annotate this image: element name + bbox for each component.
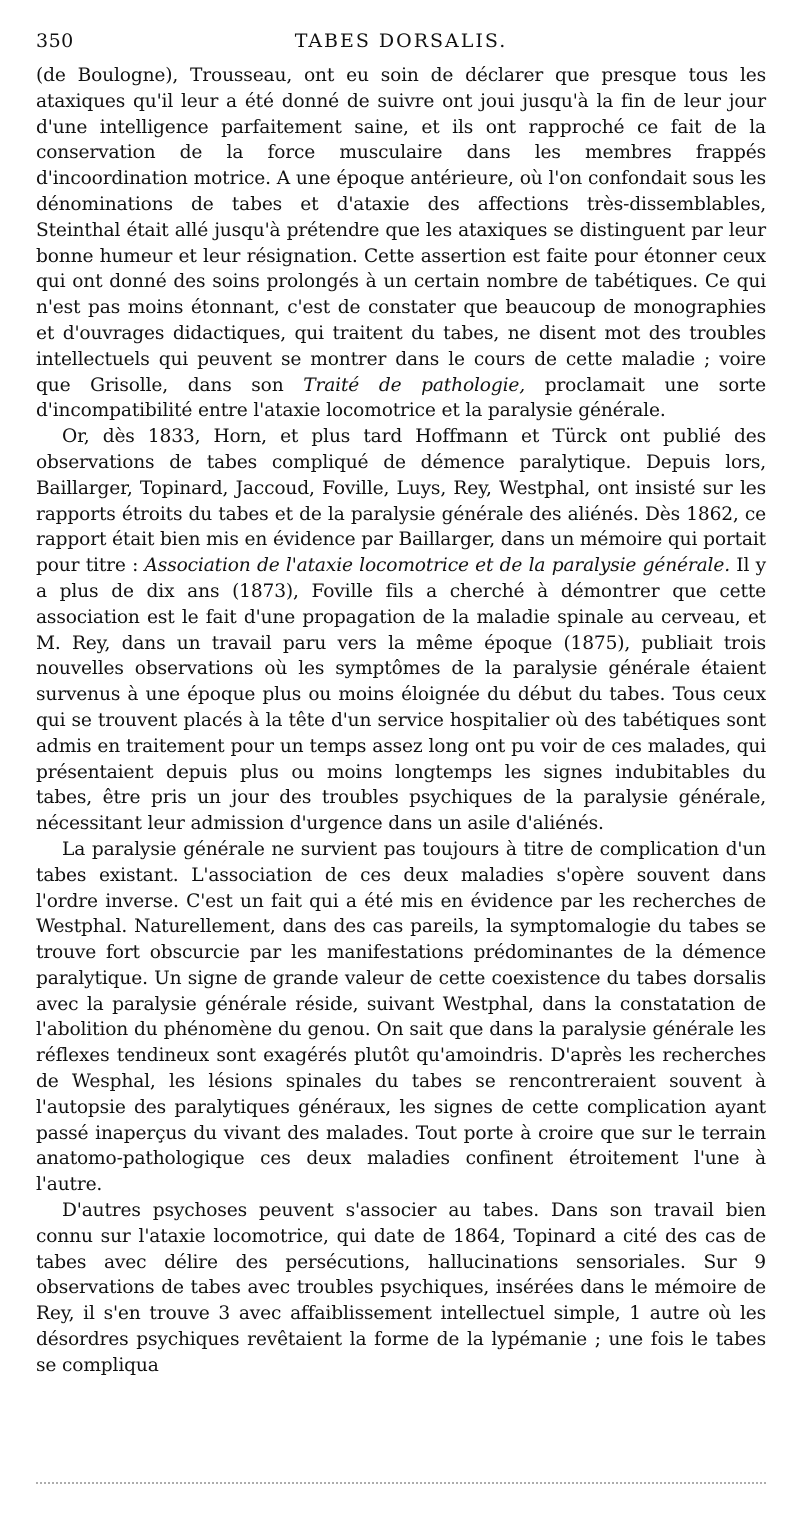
- paragraph-2-text-1: Or, dès 1833, Horn, et plus tard Hoffmann et Türck ont publié des observations de tabes compliqué de démence paralytique. Depuis lors, Baillarger, Topinard, Jaccoud, Foville, Luys, Rey, Westphal, ont insisté sur les rapports étroits du tabes et de la paralysie générale des aliénés. Dès 1862, ce rapport était bien mis en évidence par Baillarger, dans un mémoire qui portait pour titre :: [36, 426, 766, 577]
- paragraph-1-text-2: proclamait une sorte d'incompatibilité entre l'ataxie locomotrice et la paralysie générale.: [36, 374, 766, 422]
- paragraph-4: [36, 1198, 766, 1379]
- paragraph-1-text-1: (de Boulogne), Trousseau, ont eu soin de déclarer que presque tous les ataxiques qu'il leur a été donné de suivre ont joui jusqu'à la fin de leur jour d'une intelligence parfaitement saine, et ils ont rapproché ce fait de la conservation de la force musculaire dans les membres frappés d'incoordination motrice. A une époque antérieure, où l'on confondait sous les dénominations de tabes et d'ataxie des affections très-dissemblables, Steinthal était allé jusqu'à prétendre que les ataxiques se distinguent par leur bonne humeur et leur résignation. Cette assertion est faite pour étonner ceux qui ont donné des soins prolongés à un certain nombre de tabétiques. Ce qui n'est pas moins étonnant, c'est de constater que beaucoup de monographies et d'ouvrages didactiques, qui traitent du tabes, ne disent mot des troubles intellectuels qui peuvent se montrer dans le cours de cette maladie ; voire que Grisolle, dans son: [36, 65, 766, 396]
- page-header: [36, 30, 766, 56]
- body-text: [36, 63, 766, 1379]
- paragraph-3: [36, 837, 766, 1198]
- paragraph-2-memoir-title: Association de l'ataxie locomotrice et de la paralysie générale.: [144, 555, 730, 577]
- paragraph-2-text-2: Il y a plus de dix ans (1873), Foville fils a cherché à démontrer que cette association est le fait d'une propagation de la maladie spinale au cerveau, et M. Rey, dans un travail paru vers la même époque (1875), publiait trois nouvelles observations où les symptômes de la paralysie générale étaient survenus à une époque plus ou moins éloignée du début du tabes. Tous ceux qui se trouvent placés à la tête d'un service hospitalier où des tabétiques sont admis en traitement pour un temps assez long ont pu voir de ces malades, qui présentaient depuis plus ou moins longtemps les signes indubitables du tabes, être pris un jour des troubles psychiques de la paralysie générale, nécessitant leur admission d'urgence dans un asile d'aliénés.: [36, 555, 766, 835]
- paragraph-1: [36, 63, 766, 424]
- footer-dotted-rule: [36, 1482, 766, 1484]
- page-number: 350: [36, 30, 74, 52]
- paragraph-3-text: La paralysie générale ne survient pas toujours à titre de complication d'un tabes existant. L'association de ces deux maladies s'opère souvent dans l'ordre inverse. C'est un fait qui a été mis en évidence par les recherches de Westphal. Naturellement, dans des cas pareils, la symptomalogie du tabes se trouve fort obscurcie par les manifestations prédominantes de la démence paralytique. Un signe de grande valeur de cette coexistence du tabes dorsalis avec la paralysie générale réside, suivant Westphal, dans la constatation de l'abolition du phénomène du genou. On sait que dans la paralysie générale les réflexes tendineux sont exagérés plutôt qu'amoindris. D'après les recherches de Wesphal, les lésions spinales du tabes se rencontreraient souvent à l'autopsie des paralytiques généraux, les signes de cette complication ayant passé inaperçus du vivant des malades. Tout porte à croire que sur le terrain anatomo-pathologique ces deux maladies confinent étroitement l'une à l'autre.: [36, 838, 766, 1196]
- paragraph-2: [36, 424, 766, 837]
- running-title: TABES DORSALIS.: [294, 30, 508, 52]
- paragraph-4-text: D'autres psychoses peuvent s'associer au tabes. Dans son travail bien connu sur l'ataxie locomotrice, qui date de 1864, Topinard a cité des cas de tabes avec délire des persécutions, hallucinations sensoriales. Sur 9 observations de tabes avec troubles psychiques, insérées dans le mémoire de Rey, il s'en trouve 3 avec affaiblissement intellectuel simple, 1 autre où les désordres psychiques revêtaient la forme de la lypémanie ; une fois le tabes se compliqua: [36, 1200, 766, 1376]
- paragraph-1-book-title: Traité de pathologie,: [303, 374, 525, 396]
